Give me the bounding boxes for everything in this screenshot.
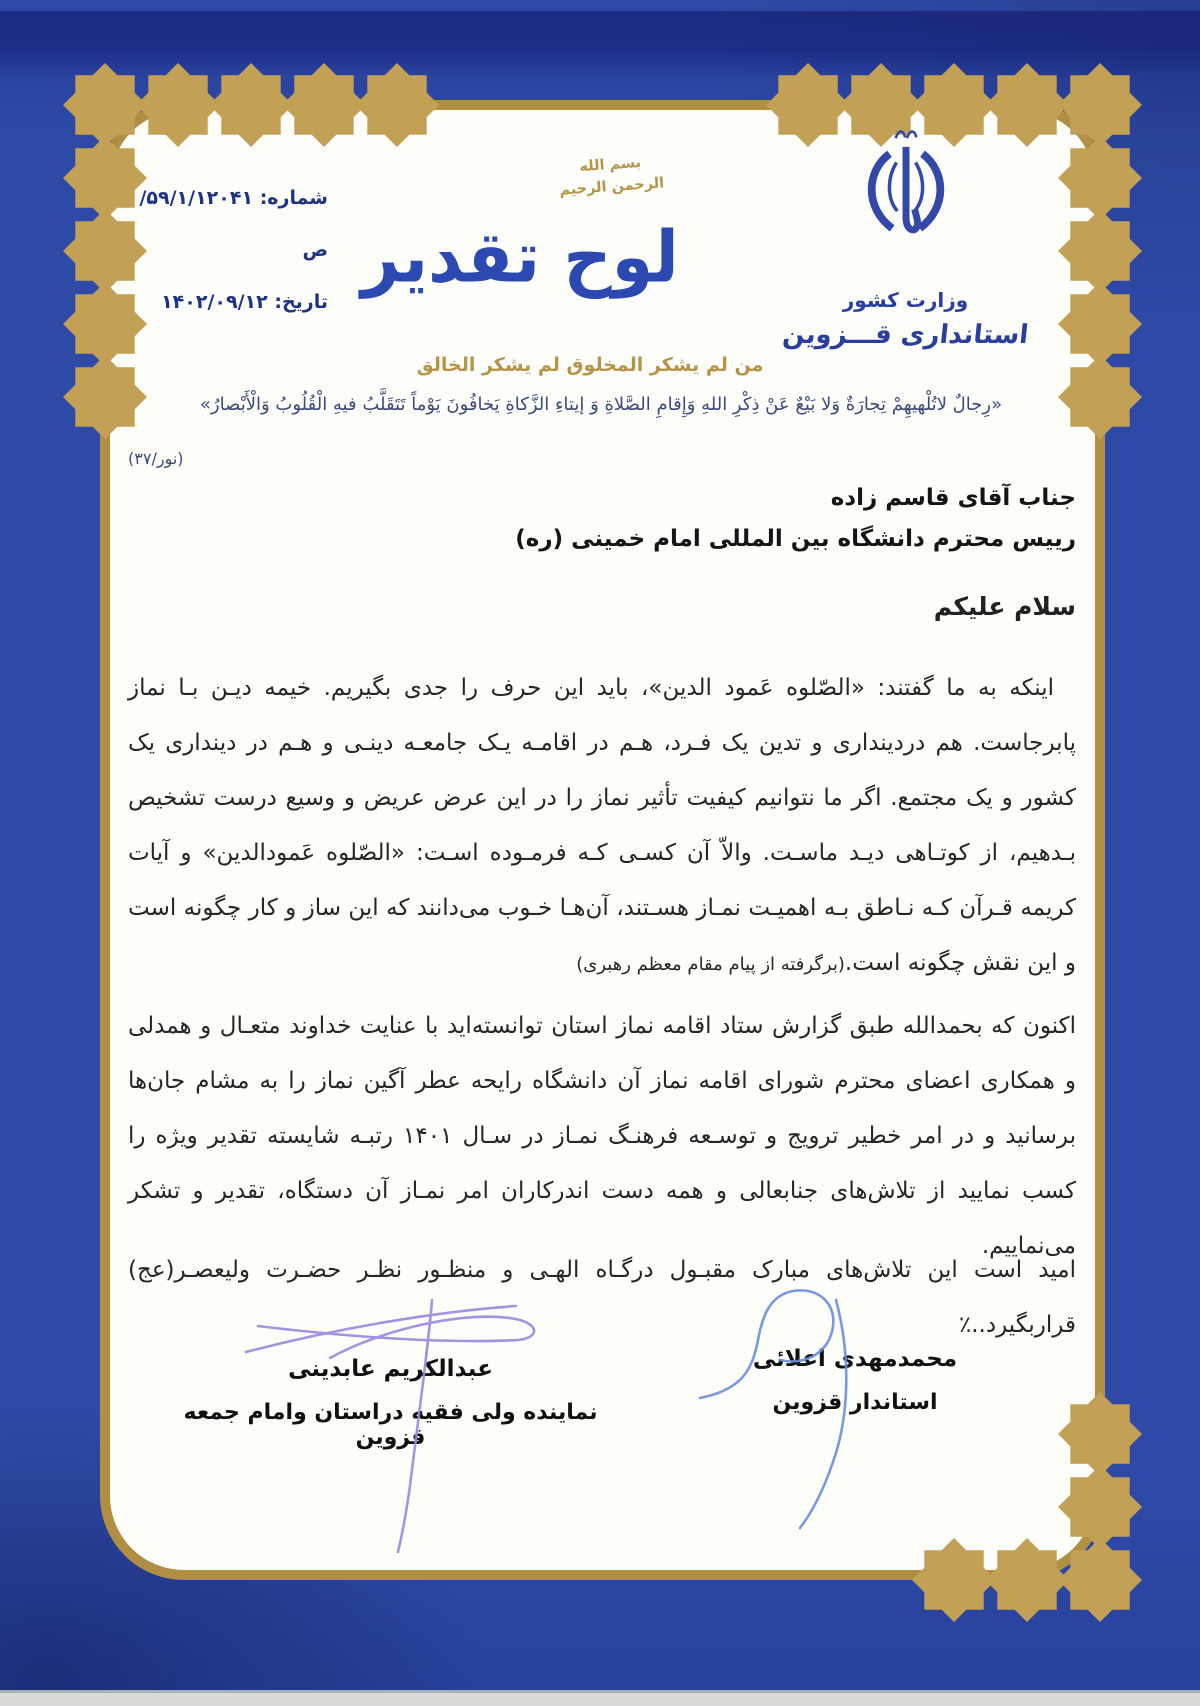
quran-verse: «رِجالٌ لاتُلْهیهِمْ تِجارَةٌ وَلا بَیْعٌ عَنْ ذِکْرِ اللهِ وَإِقامِ الصَّلاةِ وَ إیتاءِ الزَّکاةِ یَخافُونَ یَوْماً تَتَقَلَّبُ فیهِ الْقُلُوبُ وَالْأَبْصارُ» [199,394,1003,415]
bismillah-seal: بسم الله الرحمن الرحیم [558,154,665,199]
recipient-name: جناب آقای قاسم زاده [830,485,1076,511]
body-paragraph-1 [128,661,1076,992]
governorate-name: استانداری قـــزوین [781,320,1030,350]
paragraph-1-text: اینکه به ما گفتند: «الصّلوه عَمود الدین»، باید این حرف را جدی بگیریم. خیمه دیـن بـا نماز پابرجاست. هم دردینداری و تدین یک فـرد، هـم در اقامـه یـک جامعـه دینـی و هـم در دینداری یک کشور و یک مجتمع. اگر ما نتوانیم کیفیت تأثیر نماز را در این عرض عریض و وسیع درست تشخیص بـدهیم، از کوتـاهی دیـد ماسـت. والاّ آن کسـی کـه فرمـوده اسـت: «الصّلوه عَمودالدین» و آیات کریمه قـرآن کـه نـاطق بـه اهمیـت نمـاز هسـتند، آن‌هـا خـوب می‌دانند که این ساز و کار چگونه است و این نقش چگونه است. [128,675,1076,976]
verse-citation: (نور/۳۷) [128,449,184,468]
ministry-name: وزارت کشور [842,288,969,312]
representative-title: نماینده ولی فقیه دراستان وامام جمعه قزوین [183,1400,598,1450]
paragraph-1-attribution: (برگرفته از پیام مقام معظم رهبری) [576,954,845,975]
certificate-title: لوح تقدیر [361,215,679,299]
date-value: ۱۴۰۲/۰۹/۱۲ [161,291,268,313]
signature-block-governor [640,1346,1070,1415]
body-paragraph-3: امید است این تلاش‌های مبارک مقبـول درگـاه الهـی و منظـور نظـر حضـرت ولیعصـر(عج) قراربگیرد..٪ [128,1257,1076,1338]
motto-line: من لم یشکر المخلوق لم یشکر الخالق [416,354,764,376]
letterhead-emblem-block [778,118,1033,350]
scan-edge-artifact [0,1690,1200,1706]
governor-title: استاندار قزوین [772,1390,938,1415]
governor-name: محمدمهدی اعلائی [752,1346,958,1372]
number-value: ۵۹/۱/۱۲۰۴۱/ص [139,187,328,261]
date-label: تاریخ: [274,291,328,313]
representative-name: عبدالکریم عابدینی [288,1356,493,1382]
recipient-block [128,485,1076,552]
iran-national-emblem-icon [854,118,958,278]
body-paragraph-2: اکنون که بحمدالله طبق گزارش ستاد اقامه نماز استان توانسته‌اید با عنایت خداوند متعـال و همدلی و همکاری اعضای محترم شورای اقامه نماز آن دانشگاه رایحه عطر آگین نماز را به مشام جان‌ها برسانید و در امر خطیر ترویج و توسـعه فرهنـگ نمـاز در سـال ۱۴۰۱ رتبـه شایسته تقدیر ویژه را کسب نمایید از تلاش‌های جنابعالی و همه دست اندرکاران امر نمـاز آن دستگاه، تقدیر و تشکر می‌نماییم. [128,1013,1076,1259]
salutation: سلام علیکم [933,592,1076,621]
recipient-position: رییس محترم دانشگاه بین المللی امام خمینی (ره) [515,526,1076,552]
number-label: شماره: [259,187,328,209]
signature-block-representative [168,1356,613,1450]
